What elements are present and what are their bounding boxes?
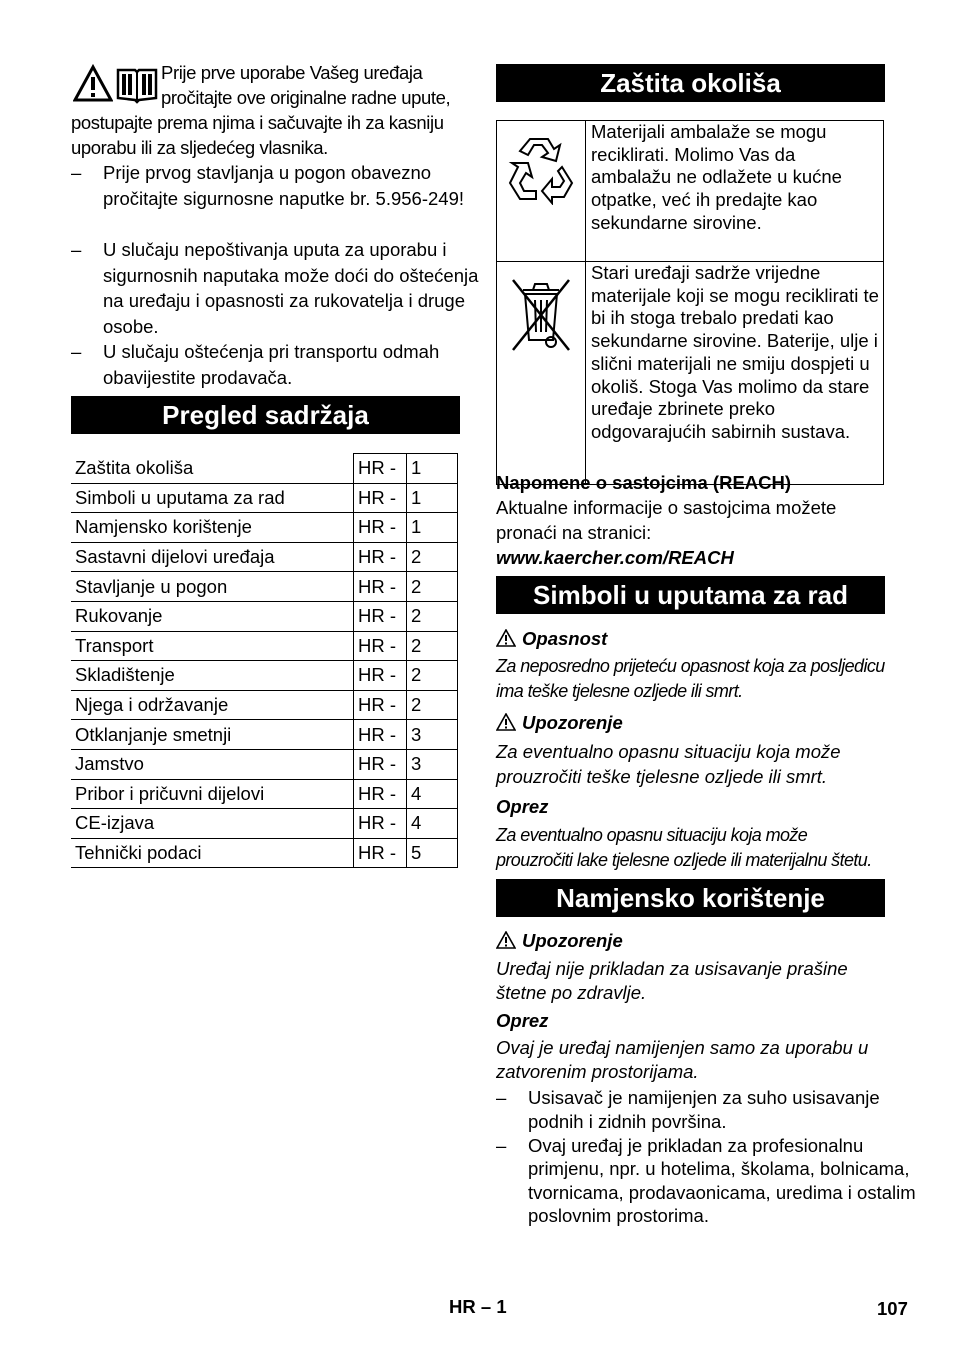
list-item	[71, 160, 492, 211]
danger-label	[496, 626, 885, 651]
footer-dash: –	[480, 1296, 492, 1317]
toc-row[interactable]	[71, 631, 458, 661]
toc-page: 4	[407, 809, 458, 839]
toc-title: Otklanjanje smetnji	[71, 720, 354, 750]
toc-prefix: HR -	[354, 513, 407, 543]
toc-title: CE-izjava	[71, 809, 354, 839]
section-heading-symbols: Simboli u uputama za rad	[496, 576, 885, 614]
manual-book-icon	[115, 64, 159, 104]
list-item	[496, 1086, 917, 1133]
toc-title: Simboli u uputama za rad	[71, 483, 354, 513]
footer-section-code: HR	[449, 1296, 476, 1317]
toc-title: Sastavni dijelovi uređaja	[71, 542, 354, 572]
toc-prefix: HR -	[354, 483, 407, 513]
toc-row[interactable]	[71, 513, 458, 543]
dash: –	[71, 239, 82, 260]
caution-label: Oprez	[496, 796, 549, 817]
table-row	[497, 121, 884, 262]
toc-page: 1	[407, 483, 458, 513]
dash: –	[496, 1087, 507, 1108]
toc-row[interactable]	[71, 809, 458, 839]
intro-icons	[71, 60, 161, 106]
reach-link[interactable]: www.kaercher.com/REACH	[496, 547, 734, 568]
toc-prefix: HR -	[354, 749, 407, 779]
use-warning-label	[496, 928, 885, 953]
list-item	[71, 339, 492, 390]
toc-prefix: HR -	[354, 720, 407, 750]
caution-text: Za eventualno opasnu situaciju koja može prouzročiti lake tjelesne ozljede ili materijalnu štetu.	[496, 825, 872, 870]
toc-prefix: HR -	[354, 542, 407, 572]
toc-prefix: HR -	[354, 690, 407, 720]
label-text: Upozorenje	[522, 930, 623, 951]
warning-triangle-icon	[73, 64, 113, 104]
bullet-text: Ovaj uređaj je prikladan za profesionalnu primjenu, npr. u hotelima, školama, bolnicama, tvornicama, prodavaonicama, uredima i ostalim poslovnim prostorima.	[528, 1135, 916, 1226]
toc-prefix: HR -	[354, 779, 407, 809]
toc-page: 2	[407, 661, 458, 691]
warning-label	[496, 710, 885, 735]
danger-text: Za neposredno prijeteću opasnost koja za posljedicu ima teške tjelesne ozljede ili smrt.	[496, 656, 885, 701]
list-item	[496, 1134, 917, 1227]
toc-row[interactable]	[71, 690, 458, 720]
toc-row[interactable]	[71, 572, 458, 602]
environment-table	[496, 120, 884, 485]
toc-row[interactable]	[71, 779, 458, 809]
toc-page: 2	[407, 572, 458, 602]
dash: –	[496, 1135, 507, 1156]
toc-title: Skladištenje	[71, 661, 354, 691]
toc-prefix: HR -	[354, 454, 407, 484]
bullet-text: Usisavač je namijenjen za suho usisavanje podnih i zidnih površina.	[528, 1087, 880, 1132]
toc-page: 3	[407, 749, 458, 779]
icon-cell	[497, 121, 586, 262]
toc-prefix: HR -	[354, 601, 407, 631]
toc-title: Tehnički podaci	[71, 838, 354, 868]
section-heading-toc: Pregled sadržaja	[71, 396, 460, 434]
label-text: Upozorenje	[522, 712, 623, 733]
toc-row[interactable]	[71, 838, 458, 868]
crossed-bin-icon	[509, 274, 573, 354]
use-warning-text: Uređaj nije prikladan za usisavanje prašine štetne po zdravlje.	[496, 958, 848, 1003]
old-devices-text: Stari uređaji sadrže vrijedne materijale koji se mogu reciklirati te bi ih stoga trebalo predati kao sekundarne sirovine. Baterije, ulje i slični materijali ne smiju dospjeti u okoliš. Stoga Vas molimo da stare uređaje zbrinete preko odgovarajućih sabirnih sustava.	[586, 262, 884, 485]
dash: –	[71, 162, 82, 183]
toc-prefix: HR -	[354, 572, 407, 602]
intro	[71, 60, 460, 160]
toc-title: Rukovanje	[71, 601, 354, 631]
toc-row[interactable]	[71, 542, 458, 572]
toc-row[interactable]	[71, 720, 458, 750]
toc-table	[71, 453, 458, 868]
toc-title: Pribor i pričuvni dijelovi	[71, 779, 354, 809]
page-number: 107	[877, 1298, 908, 1319]
toc-page: 5	[407, 838, 458, 868]
toc-prefix: HR -	[354, 661, 407, 691]
toc-page: 2	[407, 601, 458, 631]
recycling-text: Materijali ambalaže se mogu reciklirati. Molimo Vas da ambalažu ne odlažete u kućne otpatke, već ih predajte kao sekundarne sirovine.	[586, 121, 884, 262]
warning-triangle-icon	[496, 629, 516, 647]
toc-title: Zaštita okoliša	[71, 454, 354, 484]
toc-row[interactable]	[71, 661, 458, 691]
footer-section	[449, 1296, 507, 1318]
toc-prefix: HR -	[354, 809, 407, 839]
footer-section-page: 1	[496, 1296, 507, 1317]
use-caution-label: Oprez	[496, 1010, 549, 1031]
warning-text: Za eventualno opasnu situaciju koja može prouzročiti teške tjelesne ozljede ili smrt.	[496, 741, 841, 787]
reach-text: Aktualne informacije o sastojcima možete pronaći na stranici:	[496, 497, 837, 543]
toc-row[interactable]	[71, 454, 458, 484]
toc-row[interactable]	[71, 601, 458, 631]
toc-row[interactable]	[71, 749, 458, 779]
toc-page: 2	[407, 690, 458, 720]
section-heading-intended-use: Namjensko korištenje	[496, 879, 885, 917]
toc-title: Transport	[71, 631, 354, 661]
bullet-text: Prije prvog stavljanja u pogon obavezno pročitajte sigurnosne naputke br. 5.956-249!	[103, 162, 464, 209]
intro-text: Prije prve uporabe Vašeg uređaja pročitajte ove originalne radne upute, postupajte prema njima i sačuvajte ih za kasniju uporabu ili za sljedećeg vlasnika.	[71, 62, 451, 158]
section-heading-environment: Zaštita okoliša	[496, 64, 885, 102]
bullet-text: U slučaju nepoštivanja uputa za uporabu i sigurnosnih naputaka može doći do oštećenja na uređaju i opasnosti za rukovatelja i druge osobe.	[103, 239, 479, 337]
dash: –	[71, 341, 82, 362]
icon-cell	[497, 262, 586, 485]
recycling-icon	[504, 133, 578, 205]
warning-triangle-icon	[496, 931, 516, 949]
toc-page: 2	[407, 542, 458, 572]
toc-page: 1	[407, 513, 458, 543]
toc-row[interactable]	[71, 483, 458, 513]
warning-triangle-icon	[496, 713, 516, 731]
toc-page: 3	[407, 720, 458, 750]
bullet-text: U slučaju oštećenja pri transportu odmah obavijestite prodavača.	[103, 341, 440, 388]
toc-title: Jamstvo	[71, 749, 354, 779]
toc-title: Stavljanje u pogon	[71, 572, 354, 602]
use-caution-text: Ovaj je uređaj namijenjen samo za uporabu u zatvorenim prostorijama.	[496, 1037, 869, 1082]
label-text: Opasnost	[522, 628, 608, 649]
toc-page: 4	[407, 779, 458, 809]
toc-title: Njega i održavanje	[71, 690, 354, 720]
list-item	[71, 237, 492, 339]
table-row	[497, 262, 884, 485]
reach-heading: Napomene o sastojcima (REACH)	[496, 472, 792, 493]
toc-prefix: HR -	[354, 838, 407, 868]
toc-title: Namjensko korištenje	[71, 513, 354, 543]
toc-prefix: HR -	[354, 631, 407, 661]
toc-page: 2	[407, 631, 458, 661]
toc-page: 1	[407, 454, 458, 484]
